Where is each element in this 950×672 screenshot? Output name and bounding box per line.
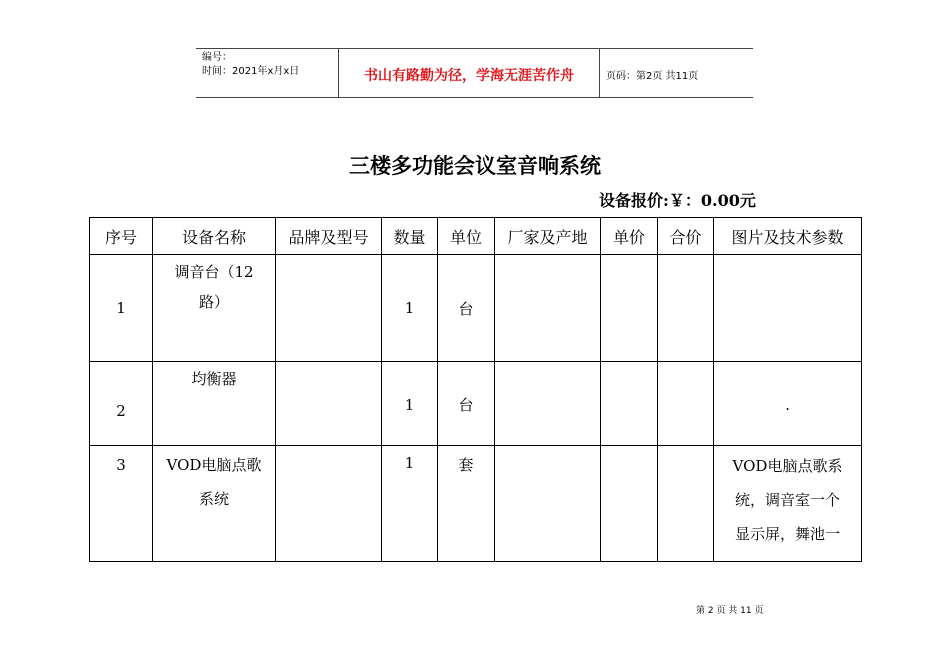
name-line: VOD电脑点歌 [166, 456, 262, 474]
name-line: 路） [198, 293, 229, 311]
unit-cell: 套 [438, 446, 495, 562]
tech-cell [714, 255, 862, 362]
page-footer: 第 2 页 共 11 页 [696, 606, 764, 616]
header-cell: 设备名称 [153, 218, 276, 255]
table-header-row [90, 218, 862, 255]
table-row [90, 446, 862, 562]
equipment-name [153, 446, 276, 562]
row-number: 2 [90, 362, 153, 446]
row-number: 3 [90, 446, 153, 562]
equipment-table [89, 217, 862, 562]
total-cell [658, 362, 714, 446]
equipment-name [153, 255, 276, 362]
tech-line: VOD电脑点歌系 [732, 457, 843, 475]
name-line: 均衡器 [191, 370, 237, 388]
header-cell: 品牌及型号 [276, 218, 382, 255]
total-cell [658, 446, 714, 562]
header-motto-cell [339, 49, 600, 97]
header-cell: 厂家及产地 [495, 218, 601, 255]
tech-line: 显示屏，舞池一 [734, 525, 840, 543]
header-cell: 图片及技术参数 [714, 218, 862, 255]
tech-cell [714, 446, 862, 562]
name-line: 系统 [198, 490, 229, 508]
total-cell [658, 255, 714, 362]
unit-cell: 台 [438, 255, 495, 362]
quantity-cell: 1 [382, 255, 438, 362]
quantity-cell: 1 [382, 446, 438, 562]
price-cell [601, 255, 658, 362]
page-header [196, 48, 753, 98]
time-label: 时间：2021年x月x日 [202, 66, 300, 77]
header-cell: 单价 [601, 218, 658, 255]
table-row [90, 255, 862, 362]
maker-cell [495, 255, 601, 362]
header-page-cell [600, 49, 753, 97]
header-cell: 序号 [90, 218, 153, 255]
price-cell [601, 362, 658, 446]
table-row [90, 362, 862, 446]
maker-cell [495, 362, 601, 446]
equipment-name [153, 362, 276, 446]
maker-cell [495, 446, 601, 562]
quantity-cell: 1 [382, 362, 438, 446]
header-cell: 合价 [658, 218, 714, 255]
unit-cell: 台 [438, 362, 495, 446]
header-cell: 数量 [382, 218, 438, 255]
brand-cell [276, 255, 382, 362]
price-cell [601, 446, 658, 562]
tech-cell: . [714, 362, 862, 446]
price-quote: 设备报价:￥：0.00元 [599, 191, 756, 210]
header-cell: 单位 [438, 218, 495, 255]
name-line: 调音台（12 [174, 263, 254, 281]
number-label: 编号： [202, 52, 232, 63]
header-meta-cell [196, 49, 339, 97]
page-info: 页码：第2页 共11页 [606, 71, 699, 82]
motto-text: 书山有路勤为径，学海无涯苦作舟 [364, 68, 574, 84]
row-number: 1 [90, 255, 153, 362]
brand-cell [276, 362, 382, 446]
brand-cell [276, 446, 382, 562]
document-title: 三楼多功能会议室音响系统 [349, 154, 601, 178]
tech-line: 统，调音室一个 [734, 491, 840, 509]
